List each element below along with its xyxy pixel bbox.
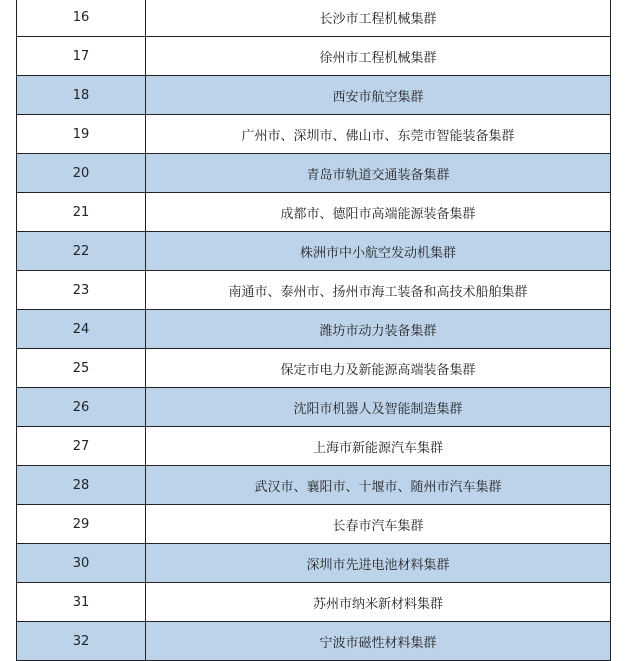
cluster-name-cell: 潍坊市动力装备集群	[146, 310, 611, 349]
table-row	[17, 232, 611, 271]
cluster-name-cell: 徐州市工程机械集群	[146, 37, 611, 76]
table-row	[17, 466, 611, 505]
cluster-table-wrapper	[16, 0, 611, 661]
row-number-cell: 17	[17, 37, 146, 76]
cluster-name-cell: 株洲市中小航空发动机集群	[146, 232, 611, 271]
cluster-name-cell: 苏州市纳米新材料集群	[146, 583, 611, 622]
cluster-name-cell: 沈阳市机器人及智能制造集群	[146, 388, 611, 427]
row-number-cell: 18	[17, 76, 146, 115]
row-number-cell: 20	[17, 154, 146, 193]
table-row	[17, 388, 611, 427]
row-number-cell: 22	[17, 232, 146, 271]
cluster-name-cell: 广州市、深圳市、佛山市、东莞市智能装备集群	[146, 115, 611, 154]
table-row	[17, 193, 611, 232]
table-row	[17, 349, 611, 388]
cluster-name-cell: 保定市电力及新能源高端装备集群	[146, 349, 611, 388]
row-number-cell: 32	[17, 622, 146, 661]
table-row	[17, 427, 611, 466]
cluster-table	[16, 0, 611, 661]
table-row	[17, 271, 611, 310]
table-row	[17, 583, 611, 622]
table-row	[17, 505, 611, 544]
cluster-name-cell: 深圳市先进电池材料集群	[146, 544, 611, 583]
table-row	[17, 115, 611, 154]
row-number-cell: 30	[17, 544, 146, 583]
table-row	[17, 154, 611, 193]
row-number-cell: 19	[17, 115, 146, 154]
row-number-cell: 28	[17, 466, 146, 505]
table-row	[17, 0, 611, 37]
cluster-name-cell: 长春市汽车集群	[146, 505, 611, 544]
row-number-cell: 29	[17, 505, 146, 544]
table-row	[17, 622, 611, 661]
cluster-name-cell: 南通市、泰州市、扬州市海工装备和高技术船舶集群	[146, 271, 611, 310]
row-number-cell: 27	[17, 427, 146, 466]
cluster-name-cell: 成都市、德阳市高端能源装备集群	[146, 193, 611, 232]
row-number-cell: 26	[17, 388, 146, 427]
table-row	[17, 544, 611, 583]
table-row	[17, 37, 611, 76]
cluster-name-cell: 青岛市轨道交通装备集群	[146, 154, 611, 193]
row-number-cell: 21	[17, 193, 146, 232]
table-row	[17, 76, 611, 115]
cluster-name-cell: 宁波市磁性材料集群	[146, 622, 611, 661]
cluster-name-cell: 上海市新能源汽车集群	[146, 427, 611, 466]
cluster-table-body	[17, 0, 611, 661]
cluster-name-cell: 西安市航空集群	[146, 76, 611, 115]
cluster-name-cell: 武汉市、襄阳市、十堰市、随州市汽车集群	[146, 466, 611, 505]
row-number-cell: 31	[17, 583, 146, 622]
row-number-cell: 23	[17, 271, 146, 310]
row-number-cell: 24	[17, 310, 146, 349]
table-row	[17, 310, 611, 349]
row-number-cell: 16	[17, 0, 146, 37]
cluster-name-cell: 长沙市工程机械集群	[146, 0, 611, 37]
row-number-cell: 25	[17, 349, 146, 388]
